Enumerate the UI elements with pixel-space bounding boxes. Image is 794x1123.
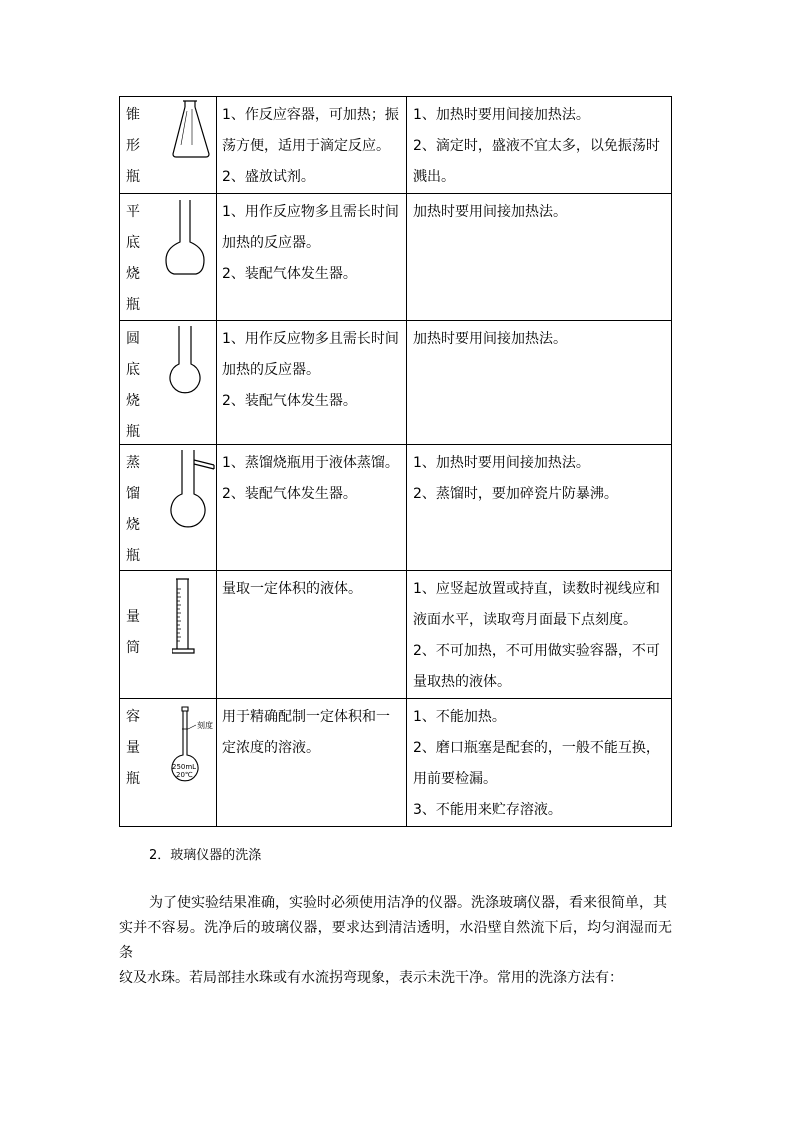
notes-cell: 加热时要用间接加热法。: [407, 194, 672, 321]
instrument-cell: [120, 571, 217, 699]
notes-cell: 1、加热时要用间接加热法。 2、滴定时，盛液不宜太多，以免振荡时 溅出。: [407, 97, 672, 194]
usage-cell: 1、用作反应物多且需长时间 加热的反应器。 2、装配气体发生器。: [217, 321, 407, 445]
flat-bottom-flask-icon: [160, 198, 210, 280]
instrument-name: 圆 底 烧 瓶: [126, 331, 140, 440]
notes-cell: 1、应竖起放置或持直，读数时视线应和 液面水平，读取弯月面最下点刻度。 2、不可加热，不可用做实验容器，不可 量取热的液体。: [407, 571, 672, 699]
notes-cell: 加热时要用间接加热法。: [407, 321, 672, 445]
graduated-cylinder-icon: [172, 577, 198, 657]
round-bottom-flask-icon: [160, 324, 210, 396]
instrument-name: 量 筒: [126, 609, 140, 656]
flask-volume-label: 250mL: [172, 763, 197, 771]
conical-flask-icon: [170, 99, 214, 161]
instrument-cell: [120, 445, 217, 571]
instrument-name: 平 底 烧 瓶: [126, 204, 140, 313]
usage-cell: 量取一定体积的液体。: [217, 571, 407, 699]
instrument-table: [119, 96, 672, 827]
instrument-name: 蒸 馏 烧 瓶: [126, 455, 140, 564]
volumetric-flask-icon: [166, 705, 216, 787]
instrument-cell: [120, 194, 217, 321]
body-paragraph: 为了使实验结果准确，实验时必须使用洁净的仪器。洗涤玻璃仪器，看来很简单，其 实并不容易。洗净后的玻璃仪器，要求达到清洁透明，水沿壁自然流下后，均匀润湿而无条 纹及水珠。若局部挂水珠或有水流拐弯现象，表示未洗干净。常用的洗涤方法有：: [119, 895, 672, 986]
usage-cell: 用于精确配制一定体积和一 定浓度的溶液。: [217, 699, 407, 827]
notes-cell: 1、不能加热。 2、磨口瓶塞是配套的，一般不能互换， 用前要检漏。 3、不能用来贮存溶液。: [407, 699, 672, 827]
flask-temp-label: 20℃: [176, 771, 193, 779]
table-row: [120, 445, 672, 571]
table-row: [120, 194, 672, 321]
instrument-name: 容 量 瓶: [126, 709, 140, 787]
table-row: [120, 97, 672, 194]
table-row: [120, 571, 672, 699]
distilling-flask-icon: [160, 448, 216, 528]
usage-cell: 1、蒸馏烧瓶用于液体蒸馏。 2、装配气体发生器。: [217, 445, 407, 571]
flask-mark-label: 刻度: [197, 721, 213, 730]
instrument-cell: [120, 97, 217, 194]
notes-cell: 1、加热时要用间接加热法。 2、蒸馏时，要加碎瓷片防暴沸。: [407, 445, 672, 571]
instrument-name: 锥 形 瓶: [126, 107, 140, 185]
section-title: 2．玻璃仪器的洗涤: [149, 848, 262, 863]
table-row: [120, 321, 672, 445]
usage-cell: 1、用作反应物多且需长时间 加热的反应器。 2、装配气体发生器。: [217, 194, 407, 321]
instrument-cell: [120, 321, 217, 445]
usage-cell: 1、作反应容器，可加热；振 荡方便，适用于滴定反应。 2、盛放试剂。: [217, 97, 407, 194]
table-row: [120, 699, 672, 827]
instrument-cell: [120, 699, 217, 827]
